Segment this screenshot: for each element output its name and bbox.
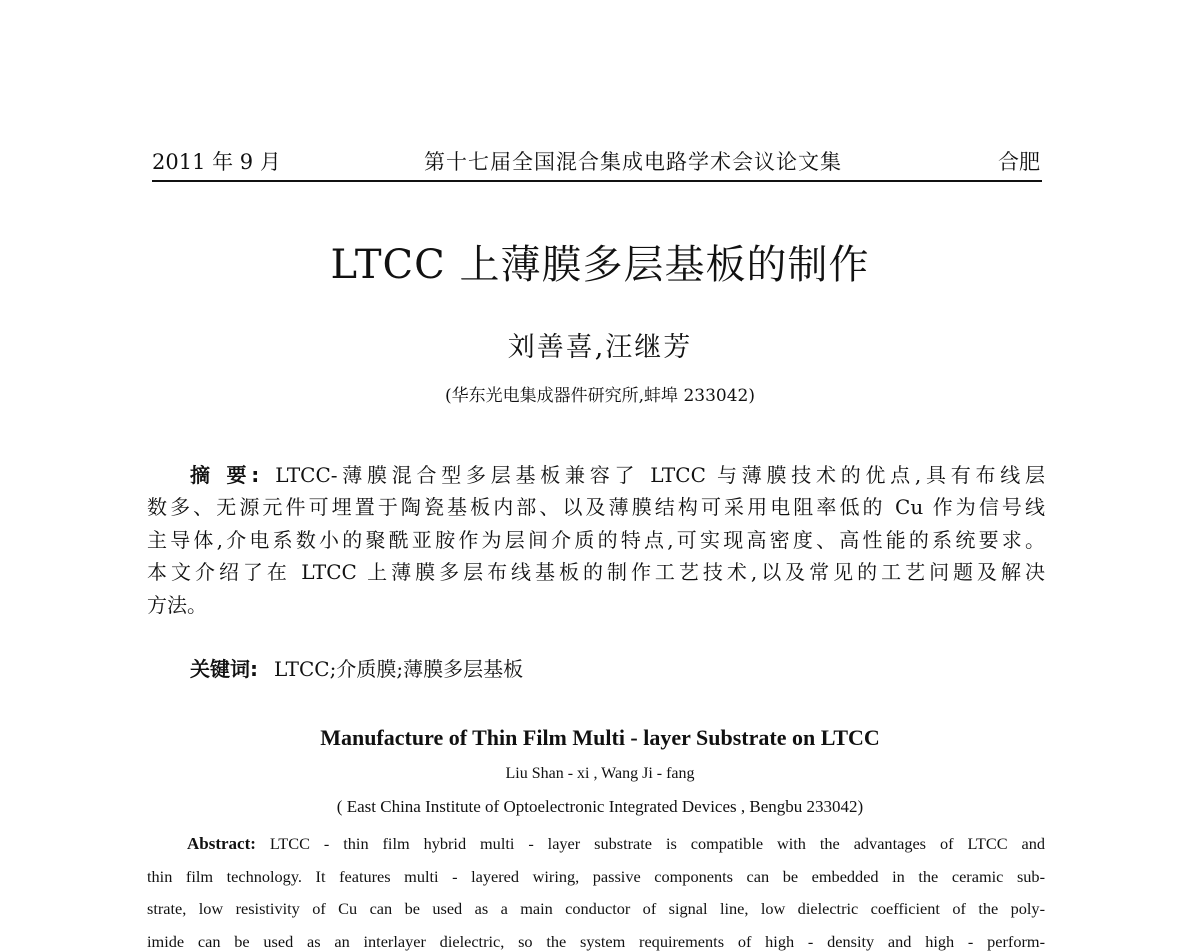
- abstract-cn-text-1: LTCC-薄膜混合型多层基板兼容了 LTCC 与薄膜技术的优点,具有布线层: [275, 463, 1045, 487]
- paper-title-cn: LTCC 上薄膜多层基板的制作: [330, 242, 870, 288]
- header-conference: 第十七届全国混合集成电路学术会议论文集: [424, 150, 842, 174]
- abstract-cn-line-5: 方法。: [147, 592, 207, 617]
- running-header: [152, 146, 1042, 182]
- keywords-cn: [190, 653, 523, 685]
- abstract-cn-line-3: 主导体,介电系数小的聚酰亚胺作为层间介质的特点,可实现高密度、高性能的系统要求。: [147, 527, 1045, 552]
- authors-cn: 刘善喜,汪继芳: [507, 332, 693, 363]
- paper-title-en: Manufacture of Thin Film Multi - layer Substrate on LTCC: [320, 725, 880, 750]
- abstract-cn-line-4: 本文介绍了在 LTCC 上薄膜多层布线基板的制作工艺技术,以及常见的工艺问题及解决: [147, 560, 1045, 585]
- keywords-cn-value: LTCC;介质膜;薄膜多层基板: [274, 657, 524, 681]
- abstract-en-label: Abstract:: [187, 834, 256, 853]
- abstract-en-line-4: imide can be used as an interlayer dielectric, so the system requirements of high - density and high - perform-: [147, 931, 1045, 951]
- abstract-cn-label: 摘 要:: [190, 463, 260, 487]
- abstract-en-line-2: thin film technology. It features multi - layered wiring, passive components can be embedded in the ceramic sub-: [147, 866, 1045, 886]
- abstract-en: [147, 828, 1045, 952]
- abstract-cn-line-1: [147, 459, 1045, 491]
- abstract-cn: [147, 459, 1045, 621]
- keywords-cn-label: 关键词:: [190, 657, 258, 681]
- header-city: 合肥: [998, 150, 1040, 174]
- abstract-cn-line-2: 数多、无源元件可埋置于陶瓷基板内部、以及薄膜结构可采用电阻率低的 Cu 作为信号线: [147, 495, 1045, 520]
- abstract-en-line-1: [147, 828, 1045, 861]
- affiliation-cn: (华东光电集成器件研究所,蚌埠 233042): [445, 386, 755, 406]
- abstract-en-text-1: LTCC - thin film hybrid multi - layer substrate is compatible with the advantages of LTCC and: [269, 834, 1045, 853]
- header-date: 2011 年 9 月: [152, 150, 281, 174]
- abstract-en-line-3: strate, low resistivity of Cu can be used as a main conductor of signal line, low dielectric coefficient of the poly-: [147, 899, 1045, 918]
- affiliation-en: ( East China Institute of Optoelectronic Integrated Devices , Bengbu 233042): [336, 797, 864, 816]
- authors-en: Liu Shan - xi , Wang Ji - fang: [505, 765, 695, 782]
